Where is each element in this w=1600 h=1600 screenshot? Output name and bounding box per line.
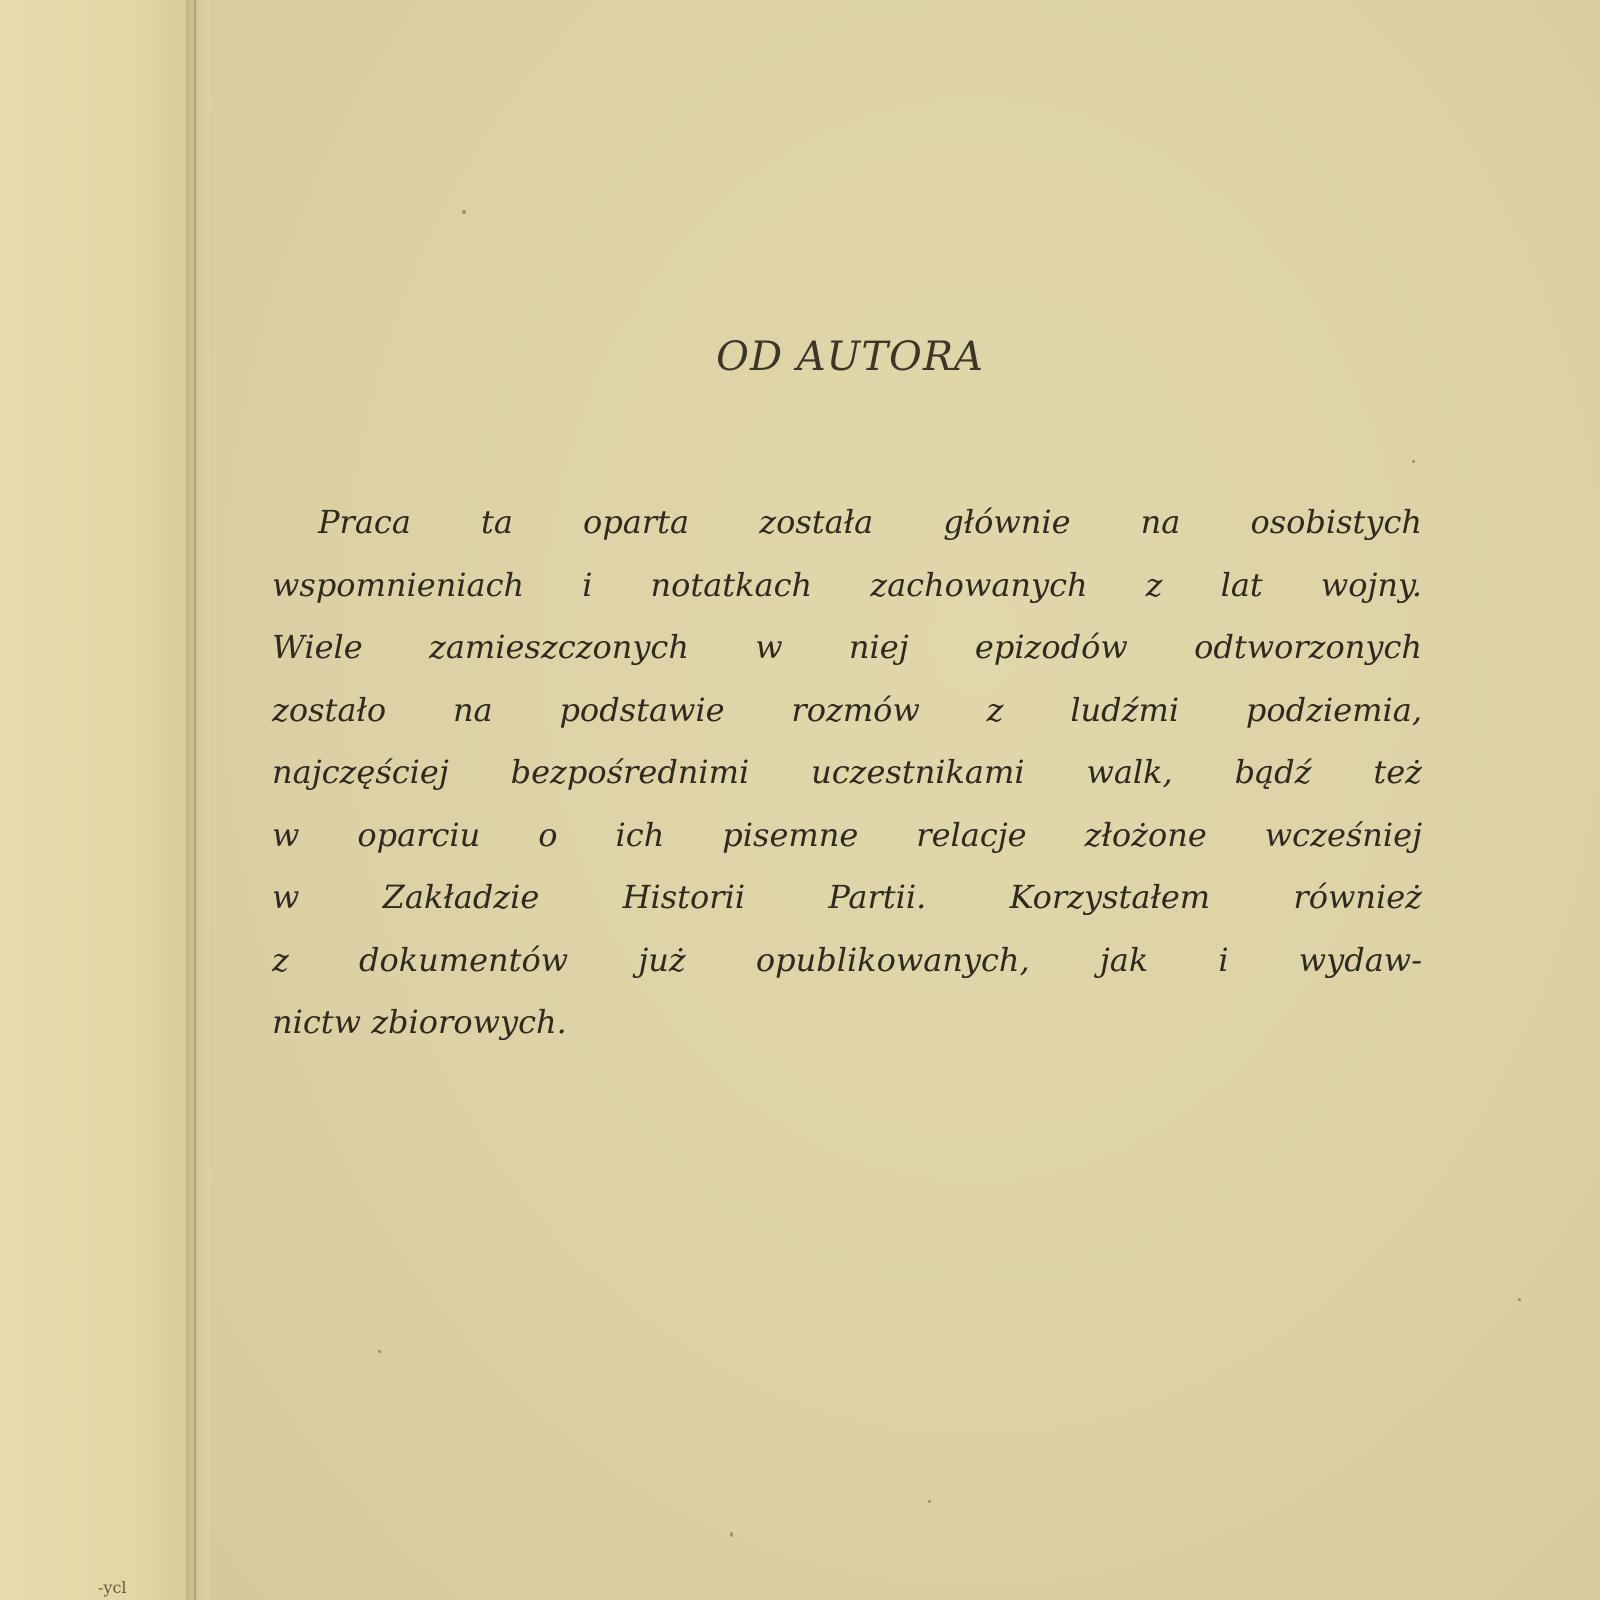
text-line: Wiele zamieszczonych w niej epizodów odtworzonych bbox=[272, 628, 1422, 666]
text-line: wspomnieniach i notatkach zachowanych z lat wojny. bbox=[272, 565, 1422, 604]
left-page-text-fragment: -ycl bbox=[98, 1578, 127, 1597]
text-line: z dokumentów już opublikowanych, jak i wydaw- bbox=[272, 940, 1422, 979]
text-line: w Zakładzie Historii Partii. Korzystałem również bbox=[272, 878, 1422, 916]
paper-speck bbox=[928, 1500, 931, 1503]
text-line: w oparciu o ich pisemne relacje złożone wcześniej bbox=[272, 815, 1422, 854]
paper-speck bbox=[462, 210, 466, 214]
text-line: Praca ta oparta została głównie na osobistych bbox=[318, 503, 1422, 541]
paper-speck bbox=[730, 1532, 733, 1537]
gutter-shadow-line bbox=[194, 0, 196, 1600]
body-paragraph bbox=[272, 491, 1422, 1054]
left-page bbox=[0, 0, 196, 1600]
book-gutter bbox=[186, 0, 210, 1600]
paper-speck bbox=[1412, 460, 1415, 463]
text-line: najczęściej bezpośrednimi uczestnikami walk, bądź też bbox=[272, 753, 1422, 791]
text-line: nictw zbiorowych. bbox=[272, 1003, 567, 1041]
paper-speck bbox=[378, 1350, 381, 1353]
page-heading: OD AUTORA bbox=[716, 334, 984, 380]
text-line: zostało na podstawie rozmów z ludźmi podziemia, bbox=[272, 690, 1422, 729]
paper-speck bbox=[1518, 1298, 1521, 1301]
